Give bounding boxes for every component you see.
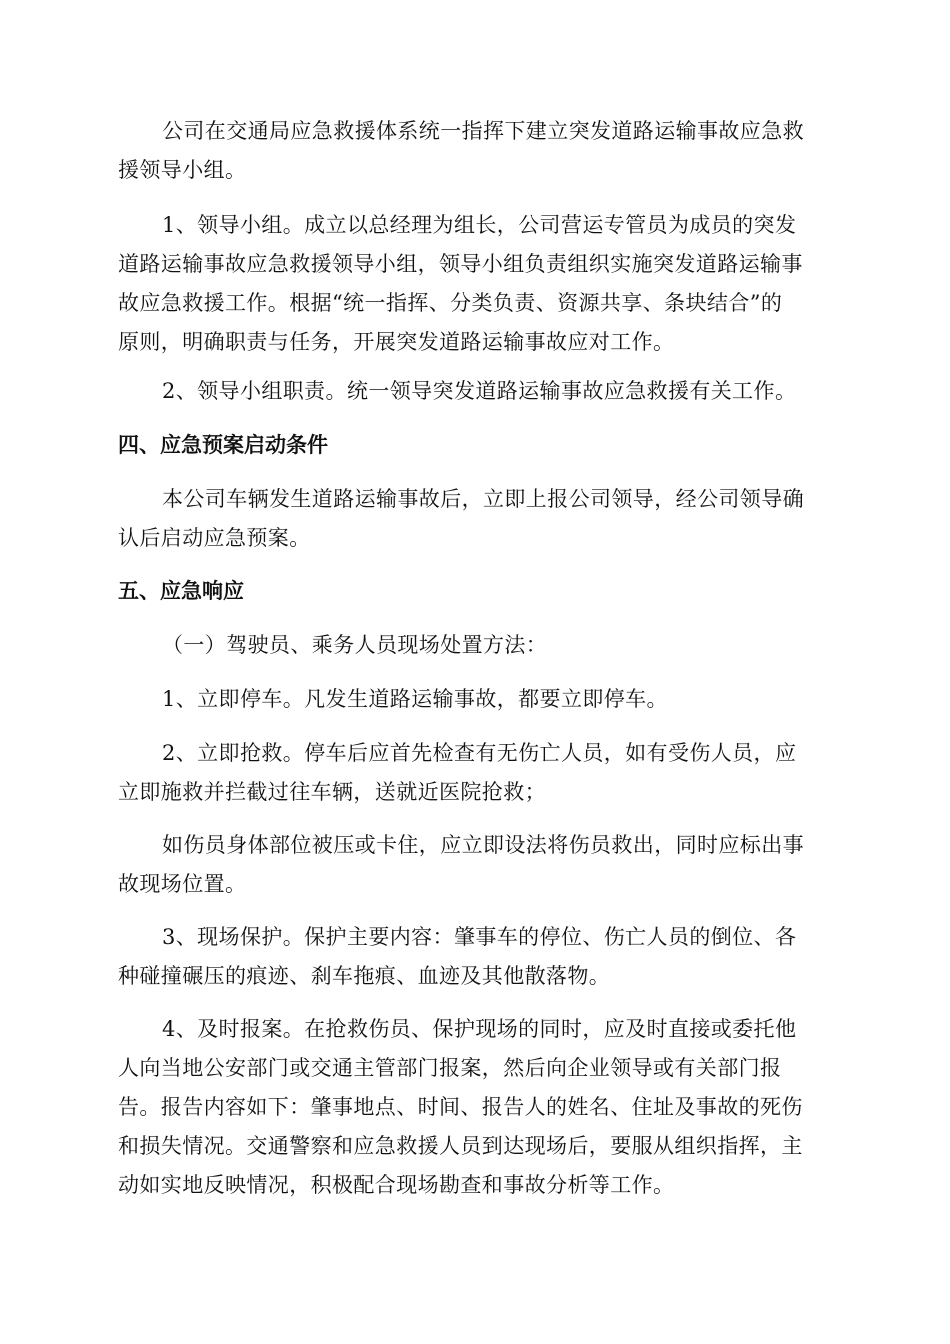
text-line: 1、立即停车。凡发生道路运输事故，都要立即停车。 (162, 687, 668, 711)
text-line: 公司在交通局应急救援体系统一指挥下建立突发道路运输事故应急救 (162, 119, 804, 143)
paragraph-onsite-handling (118, 626, 834, 665)
text-line: （一）驾驶员、乘务人员现场处置方法： (162, 633, 548, 657)
text-line: 和损失情况。交通警察和应急救援人员到达现场后，要服从组织指挥，主 (118, 1134, 803, 1158)
text-line: 认后启动应急预案。 (118, 526, 311, 550)
section-heading-4: 四、应急预案启动条件 (118, 433, 328, 457)
paragraph-rescue (118, 734, 834, 812)
text-line: 动如实地反映情况，积极配合现场勘查和事故分析等工作。 (118, 1173, 675, 1197)
text-line: 原则，明确职责与任务，开展突发道路运输事故应对工作。 (118, 330, 675, 354)
text-line: 本公司车辆发生道路运输事故后，立即上报公司领导，经公司领导确 (162, 487, 804, 511)
text-line: 种碰撞碾压的痕迹、刹车拖痕、血迹及其他散落物。 (118, 964, 611, 988)
text-line: 2、领导小组职责。统一领导突发道路运输事故应急救援有关工作。 (162, 379, 797, 403)
section-heading-5: 五、应急响应 (118, 579, 244, 603)
text-line: 如伤员身体部位被压或卡住，应立即设法将伤员救出，同时应标出事 (162, 833, 804, 857)
paragraph-leadership-group (118, 206, 834, 362)
text-line: 3、现场保护。保护主要内容：肇事车的停位、伤亡人员的倒位、各 (162, 925, 797, 949)
text-line: 人向当地公安部门或交通主管部门报案，然后向企业领导或有关部门报 (118, 1056, 782, 1080)
text-line: 2、立即抢救。停车后应首先检查有无伤亡人员，如有受伤人员，应 (162, 741, 797, 765)
paragraph-trapped-injured (118, 826, 834, 904)
text-line: 告。报告内容如下：肇事地点、时间、报告人的姓名、住址及事故的死伤 (118, 1095, 803, 1119)
text-line: 援领导小组。 (118, 158, 247, 182)
text-line: 4、及时报案。在抢救伤员、保护现场的同时，应及时直接或委托他 (162, 1017, 797, 1041)
paragraph-report-promptly (118, 1010, 834, 1205)
text-line: 道路运输事故应急救援领导小组，领导小组负责组织实施突发道路运输事 (118, 252, 803, 276)
paragraph-activation-conditions (118, 480, 834, 558)
paragraph-group-duties (118, 372, 834, 411)
paragraph-stop-vehicle (118, 680, 834, 719)
paragraph-scene-protection (118, 918, 834, 996)
text-line: 故现场位置。 (118, 872, 247, 896)
text-line: 立即施救并拦截过往车辆，送就近医院抢救； (118, 780, 546, 804)
text-line: 故应急救援工作。根据“统一指挥、分类负责、资源共享、条块结合”的 (118, 291, 783, 315)
paragraph-emergency-group-intro (118, 112, 834, 190)
text-line: 1、领导小组。成立以总经理为组长，公司营运专管员为成员的突发 (162, 213, 797, 237)
